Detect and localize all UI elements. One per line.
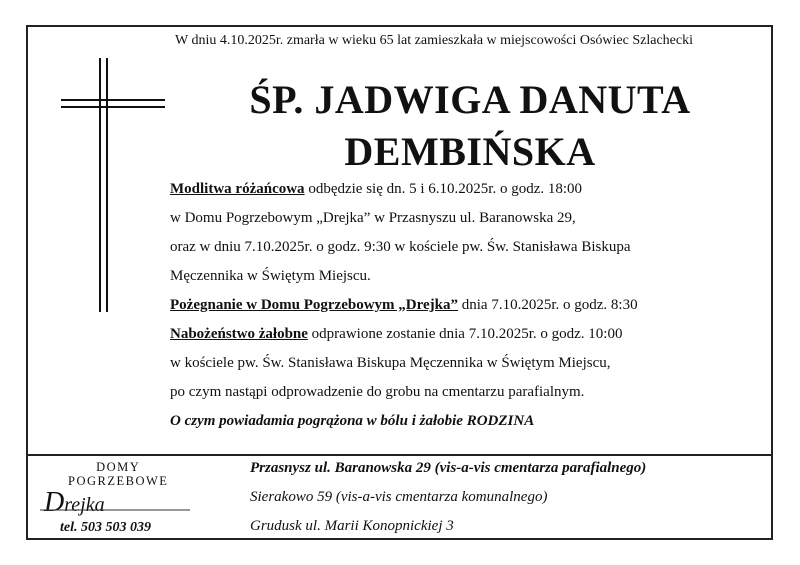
address-line: Grudusk ul. Marii Konopnickiej 3: [250, 518, 454, 534]
deceased-name-line1: ŚP. JADWIGA DANUTA: [249, 77, 691, 122]
logo-underline-icon: [40, 505, 190, 515]
closing-line: O czym powiadamia pogrążona w bólu i żałobie RODZINA: [170, 413, 535, 429]
deceased-name-line2: DEMBIŃSKA: [344, 129, 596, 174]
funeral-home-logo: Drejka: [44, 487, 105, 518]
detail-line: po czym nastąpi odprowadzenie do grobu na cmentarzu parafialnym.: [170, 384, 585, 400]
detail-line: Męczennika w Świętym Miejscu.: [170, 268, 371, 284]
footer-divider: [26, 454, 773, 456]
death-notice-intro: W dniu 4.10.2025r. zmarła w wieku 65 lat zamieszkała w miejscowości Osówiec Szlachecki: [175, 33, 693, 48]
address-line: Przasnysz ul. Baranowska 29 (vis-a-vis cmentarza parafialnego): [250, 460, 647, 476]
deceased-name: [170, 74, 770, 178]
detail-line: w Domu Pogrzebowym „Drejka” w Przasnyszu ul. Baranowska 29,: [170, 210, 576, 226]
funeral-home-logo-text: DOMY POGRZEBOWE: [68, 460, 169, 488]
phone-number: tel. 503 503 039: [60, 520, 151, 535]
detail-line: Modlitwa różańcowa odbędzie się dn. 5 i 6.10.2025r. o godz. 18:00: [170, 181, 583, 197]
detail-line: oraz w dniu 7.10.2025r. o godz. 9:30 w kościele pw. Św. Stanisława Biskupa: [170, 239, 631, 255]
detail-line: w kościele pw. Św. Stanisława Biskupa Męczennika w Świętym Miejscu,: [170, 355, 611, 371]
detail-line: Nabożeństwo żałobne odprawione zostanie dnia 7.10.2025r. o godz. 10:00: [170, 326, 623, 342]
address-line: Sierakowo 59 (vis-a-vis cmentarza komunalnego): [250, 489, 548, 505]
detail-line: Pożegnanie w Domu Pogrzebowym „Drejka” dnia 7.10.2025r. o godz. 8:30: [170, 297, 638, 313]
